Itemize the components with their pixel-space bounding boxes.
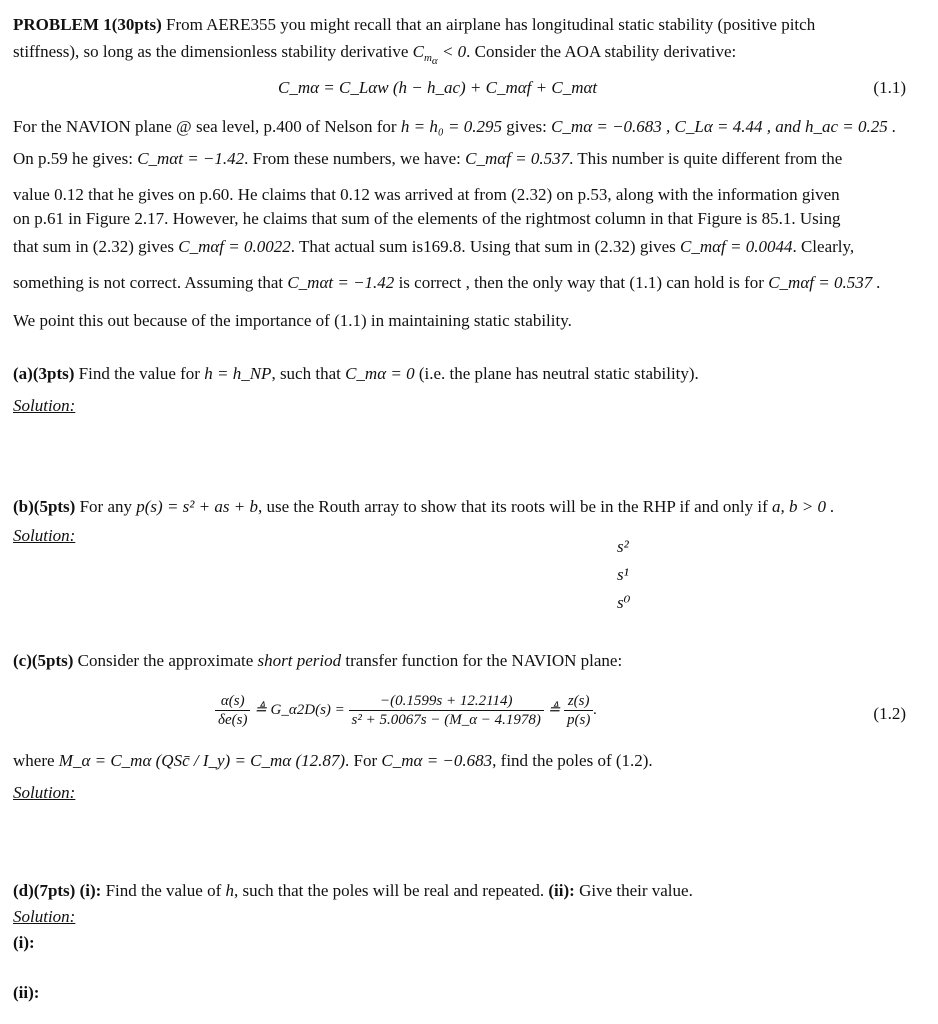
equation-number-1-2: (1.2) bbox=[873, 704, 906, 723]
intro-line-3 bbox=[13, 116, 896, 138]
part-c-solution-label: Solution: bbox=[13, 783, 76, 802]
tf-rhs-num: z(s) bbox=[564, 692, 593, 711]
part-b-text-c: , use the Routh array to show that its roots will be in the RHP if and only if bbox=[257, 497, 768, 516]
intro-line-5: value 0.12 that he gives on p.60. He claims that 0.12 was arrived at from (2.32) on p.53, along with the information given bbox=[13, 185, 840, 204]
cma-value: C_mα = −0.683 bbox=[381, 751, 493, 770]
cmaf-value: C_mαf = 0.537 bbox=[465, 149, 570, 168]
part-a-solution-label: Solution: bbox=[13, 396, 76, 415]
part-d-text-a: Find the value of bbox=[105, 881, 222, 900]
equation-1-1: C_mα = C_Lαw (h − h_ac) + C_mαf + C_mαt bbox=[278, 78, 598, 97]
part-c-text-a: Consider the approximate bbox=[77, 651, 254, 670]
part-d-label: (d)(7pts) bbox=[13, 881, 76, 900]
part-d-answer-ii bbox=[13, 982, 39, 1004]
intro-text-l3c: gives: bbox=[506, 117, 547, 136]
rhp-condition: a, b > 0 . bbox=[772, 497, 835, 516]
cmaf-0022: C_mαf = 0.0022 bbox=[178, 237, 291, 256]
part-a-text-e: (i.e. the plane has neutral static stability). bbox=[418, 364, 699, 383]
part-d-h: h bbox=[225, 881, 234, 900]
tf-end: . bbox=[593, 701, 598, 718]
intro-text-l8a: something is not correct. Assuming that bbox=[13, 273, 284, 292]
h-np: h = h_NP bbox=[204, 364, 272, 383]
intro-line-7 bbox=[13, 236, 854, 258]
part-d-sub-i: (i): bbox=[79, 881, 102, 900]
part-a bbox=[13, 363, 699, 385]
intro-line-8 bbox=[13, 272, 881, 294]
tf-lhs-num: α(s) bbox=[215, 692, 250, 711]
part-d bbox=[13, 880, 693, 902]
intro-text-l4a: On p.59 he gives: bbox=[13, 149, 133, 168]
cmaf-required: C_mαf = 0.537 . bbox=[768, 273, 881, 292]
part-c-label: (c)(5pts) bbox=[13, 651, 74, 670]
tf-mid: ≜ G_α2D(s) = bbox=[254, 701, 345, 718]
h-value: h = h₀ = 0.295 bbox=[400, 117, 502, 136]
stability-condition: $C_{m_\alpha} < 0$ bbox=[412, 42, 467, 68]
cmaf-0044: C_mαf = 0.0044 bbox=[679, 237, 793, 256]
part-c-where bbox=[13, 750, 653, 772]
intro-text-l4c: . From these numbers, we have: bbox=[244, 149, 461, 168]
equation-number-1-1: (1.1) bbox=[873, 78, 906, 97]
part-b-text-a: For any bbox=[79, 497, 133, 516]
intro-text-l4e: . This number is quite different from the bbox=[569, 149, 843, 168]
cmat-assumed: C_mαt = −1.42 bbox=[287, 273, 395, 292]
part-d-sub-ii: (ii): bbox=[548, 881, 575, 900]
tf-main-fraction bbox=[349, 692, 544, 729]
intro-text-l7e: . Clearly, bbox=[792, 237, 855, 256]
intro-text-l3a: For the NAVION plane @ sea level, p.400 of Nelson for bbox=[13, 117, 397, 136]
part-b-solution-label: Solution: bbox=[13, 526, 76, 545]
where-text-c: . For bbox=[345, 751, 378, 770]
tf-rhs-fraction bbox=[564, 692, 593, 729]
problem-label: PROBLEM 1(30pts) bbox=[13, 15, 162, 34]
part-d-text-b: , such that the poles will be real and repeated. bbox=[233, 881, 545, 900]
where-text-e: , find the poles of (1.2). bbox=[492, 751, 653, 770]
part-a-label: (a)(3pts) bbox=[13, 364, 75, 383]
intro-line-2 bbox=[13, 41, 737, 68]
intro-text-3: . Consider the AOA stability derivative: bbox=[466, 42, 737, 61]
m-alpha-def: M_α = C_mα (QSc̄ / I_y) = C_mα (12.87) bbox=[58, 751, 346, 770]
part-c bbox=[13, 650, 622, 672]
intro-text-1: From AERE355 you might recall that an airplane has longitudinal static stability (positive pitch bbox=[166, 15, 816, 34]
tf-rhs-den: p(s) bbox=[567, 712, 591, 728]
tf-denominator: s² + 5.0067s − (M_α − 4.1978) bbox=[351, 712, 541, 728]
intro-text-l7c: . That actual sum is169.8. Using that sum in (2.32) gives bbox=[290, 237, 676, 256]
part-b bbox=[13, 496, 834, 518]
polynomial-p: p(s) = s² + as + b bbox=[136, 497, 258, 516]
where-text: where bbox=[13, 751, 55, 770]
intro-text-l7a: that sum in (2.32) gives bbox=[13, 237, 175, 256]
routh-row-s1: s¹ bbox=[617, 565, 629, 584]
problem-header-line bbox=[13, 14, 815, 36]
routh-row-s0: s⁰ bbox=[617, 593, 631, 612]
part-d-answer-i bbox=[13, 932, 35, 954]
transfer-function bbox=[215, 692, 597, 729]
routh-row-s2: s² bbox=[617, 537, 629, 556]
cmat-value: C_mαt = −1.42 bbox=[137, 149, 245, 168]
intro-line-9: We point this out because of the importance of (1.1) in maintaining static stability. bbox=[13, 311, 572, 330]
tf-lhs-fraction bbox=[215, 692, 250, 729]
part-d-solution-label: Solution: bbox=[13, 907, 76, 926]
part-a-text-a: Find the value for bbox=[78, 364, 200, 383]
short-period-term: short period bbox=[257, 651, 342, 670]
answer-i-label: (i): bbox=[13, 933, 35, 952]
navion-derivatives: C_mα = −0.683 , C_Lα = 4.44 , and h_ac = 0.25 . bbox=[551, 117, 897, 136]
tf-lhs-den: δe(s) bbox=[218, 712, 248, 728]
tf-numerator: −(0.1599s + 12.2114) bbox=[349, 692, 544, 711]
tf-rhs-eq: ≜ bbox=[547, 701, 561, 718]
intro-text-l8c: is correct , then the only way that (1.1) can hold is for bbox=[398, 273, 764, 292]
intro-text-2: stiffness), so long as the dimensionless stability derivative bbox=[13, 42, 409, 61]
part-a-text-c: , such that bbox=[271, 364, 341, 383]
part-c-text-c: transfer function for the NAVION plane: bbox=[345, 651, 623, 670]
part-d-text-c: Give their value. bbox=[579, 881, 693, 900]
part-b-label: (b)(5pts) bbox=[13, 497, 76, 516]
intro-line-4 bbox=[13, 148, 842, 170]
cma-zero: C_mα = 0 bbox=[345, 364, 415, 383]
answer-ii-label: (ii): bbox=[13, 983, 40, 1002]
intro-line-6: on p.61 in Figure 2.17. However, he claims that sum of the elements of the rightmost column in that Figure is 85.1. Using bbox=[13, 209, 841, 228]
